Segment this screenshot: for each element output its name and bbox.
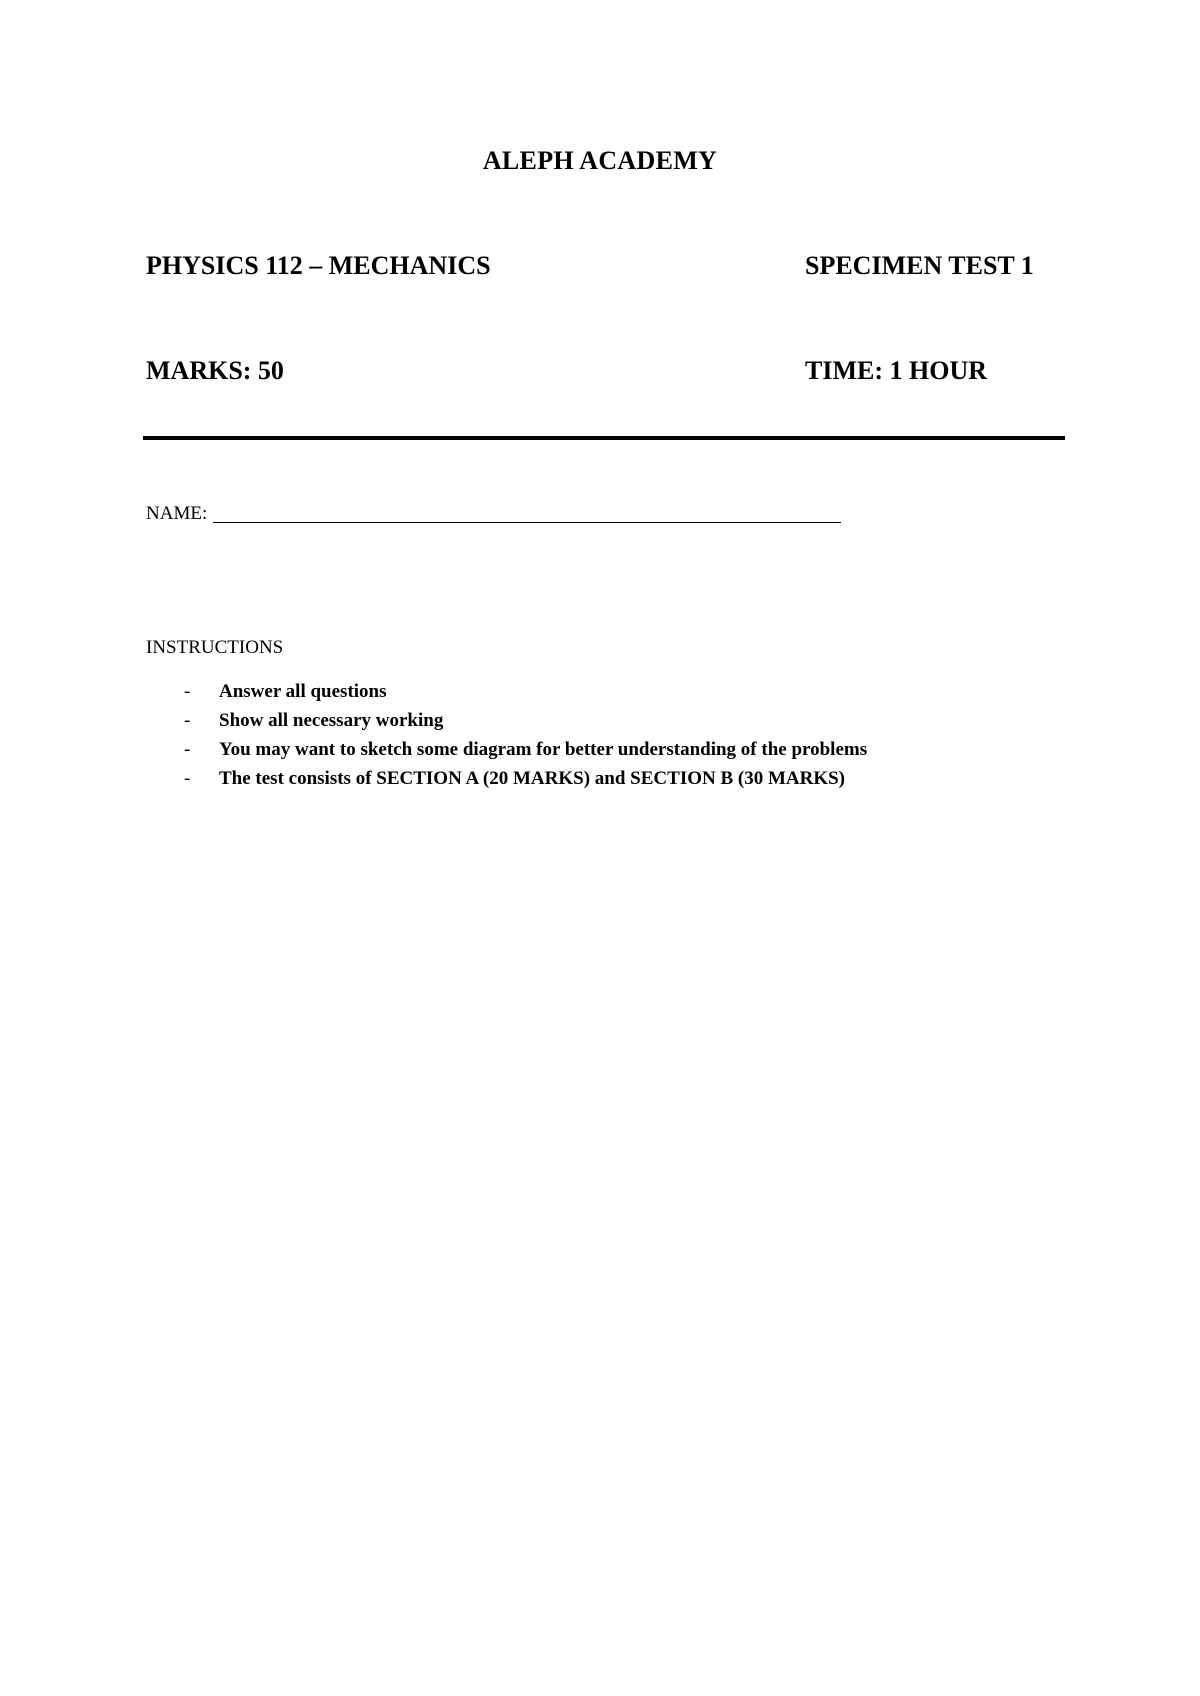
instructions-heading: INSTRUCTIONS [146, 637, 284, 658]
header-divider [143, 436, 1065, 440]
test-title: SPECIMEN TEST 1 [805, 251, 1034, 280]
bullet-dash: - [184, 681, 191, 702]
instruction-text: You may want to sketch some diagram for better understanding of the problems [219, 739, 868, 760]
total-marks: MARKS: 50 [146, 356, 284, 385]
instruction-text: The test consists of SECTION A (20 MARKS) and SECTION B (30 MARKS) [219, 768, 846, 789]
name-label: NAME: [146, 503, 208, 524]
time-allowed: TIME: 1 HOUR [805, 356, 987, 385]
instruction-text: Show all necessary working [219, 710, 444, 731]
name-blank-line[interactable] [213, 500, 841, 523]
instruction-text: Answer all questions [219, 681, 387, 702]
bullet-dash: - [184, 710, 191, 731]
bullet-dash: - [184, 739, 191, 760]
course-title: PHYSICS 112 – MECHANICS [146, 251, 491, 280]
name-field [146, 502, 841, 525]
school-name: ALEPH ACADEMY [482, 146, 718, 175]
bullet-dash: - [184, 768, 191, 789]
